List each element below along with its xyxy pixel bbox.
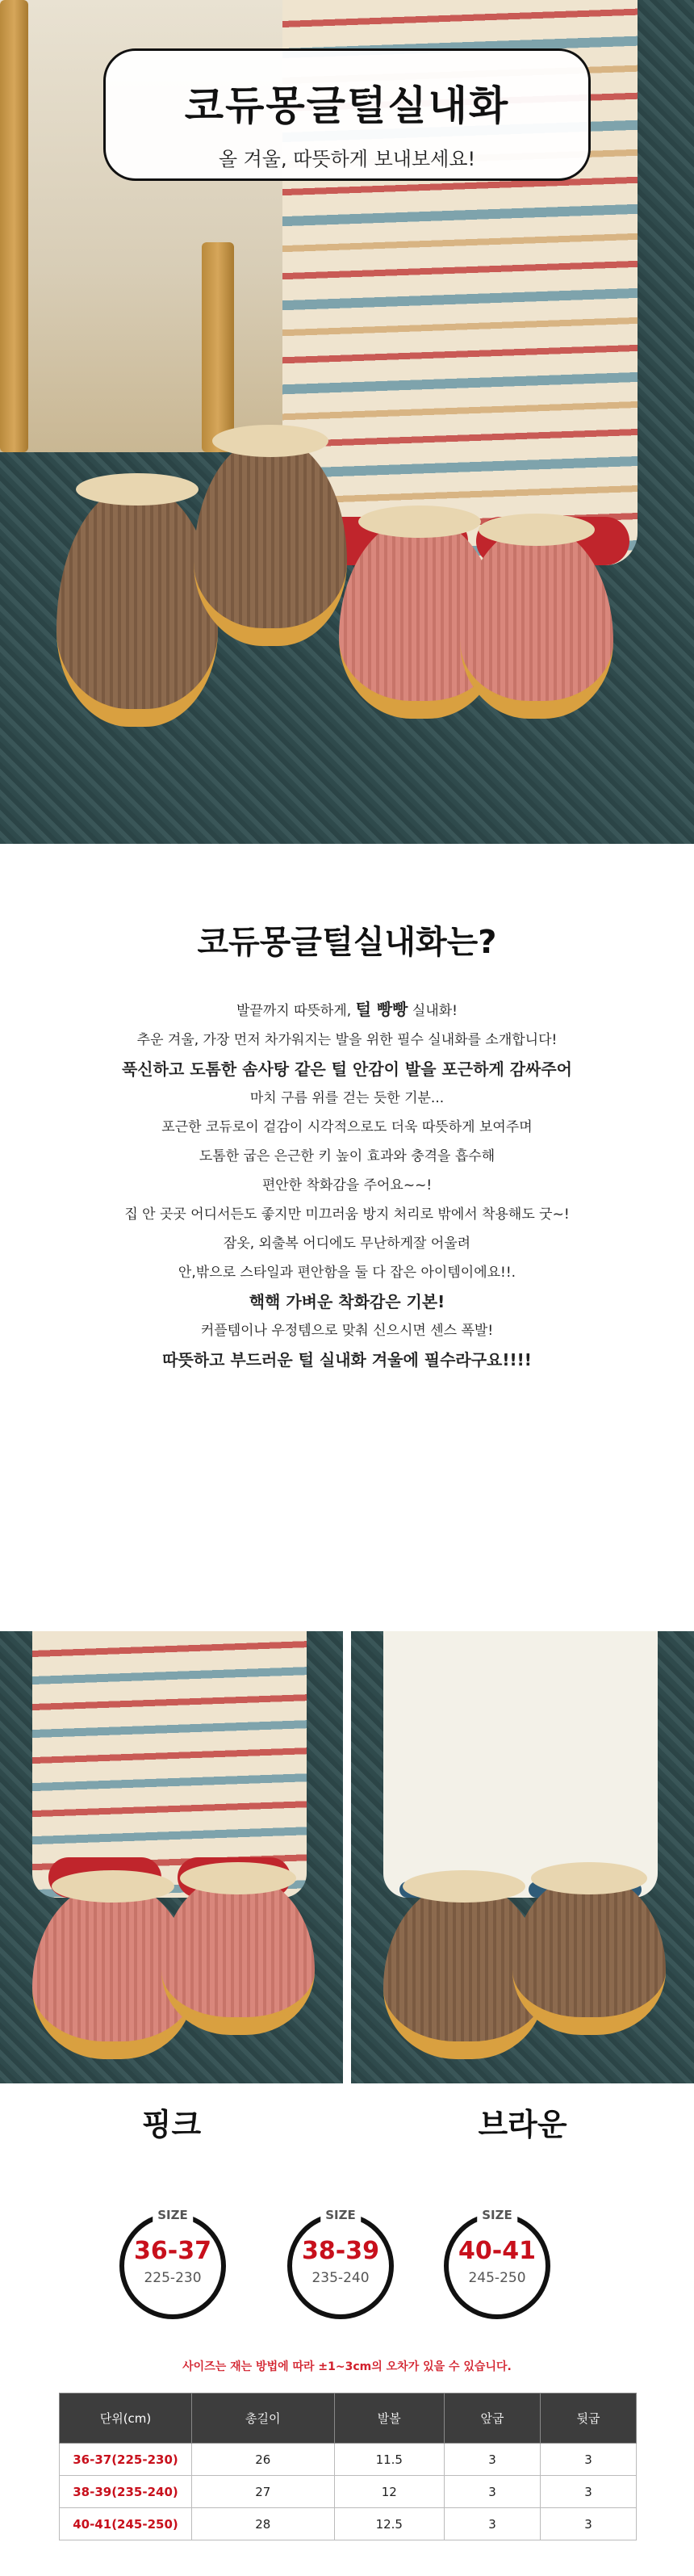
intro-text: 발끝까지 따뜻하게, [236, 1003, 356, 1019]
table-cell: 12.5 [334, 2508, 445, 2540]
pink-slipper-image [161, 1873, 315, 2035]
table-cell: 3 [541, 2476, 637, 2508]
chair-leg [0, 0, 28, 452]
table-header-cell: 발볼 [334, 2393, 445, 2444]
table-header-cell: 단위(cm) [60, 2393, 192, 2444]
table-header-cell: 앞굽 [445, 2393, 541, 2444]
size-label: SIZE [320, 2208, 361, 2222]
slipper-rim [531, 1862, 647, 1894]
slipper-rim [358, 506, 481, 538]
brown-slipper-image [56, 485, 218, 727]
intro-line: 마치 구름 위를 걷는 듯한 기분... [249, 1090, 445, 1106]
hero-photo [0, 0, 694, 844]
table-row [60, 2476, 637, 2508]
table-cell: 3 [445, 2508, 541, 2540]
table-cell: 27 [192, 2476, 335, 2508]
table-cell: 36-37(225-230) [60, 2444, 192, 2476]
brown-color-photo [351, 1631, 694, 2083]
white-fleece-pants-image [383, 1631, 658, 1898]
chair-leg [202, 242, 234, 452]
size-mm: 245-250 [468, 2270, 526, 2286]
hero-title-card [103, 48, 591, 181]
slipper-rim [479, 514, 595, 546]
slipper-rim [403, 1870, 525, 1903]
table-cell: 3 [541, 2444, 637, 2476]
table-cell: 38-39(235-240) [60, 2476, 192, 2508]
intro-line: 추운 겨울, 가장 먼저 차가워지는 발을 위한 필수 실내화를 소개합니다! [136, 1032, 558, 1048]
intro-line: 따뜻하고 부드러운 털 실내화 겨울에 필수라구요!!!! [162, 1350, 532, 1370]
table-cell: 26 [192, 2444, 335, 2476]
hero-subtitle: 올 겨울, 따뜻하게 보내보세요! [218, 148, 476, 170]
color-name-brown: 브라운 [478, 2107, 567, 2142]
intro-line: 편안한 착화감을 주어요~~! [261, 1177, 433, 1194]
brown-slipper-image [512, 1873, 666, 2035]
table-row [60, 2508, 637, 2540]
intro-line: 핵핵 가벼운 착화감은 기본! [249, 1292, 445, 1311]
size-mm: 225-230 [144, 2270, 202, 2286]
table-row [60, 2444, 637, 2476]
size-badge [119, 2208, 226, 2319]
size-table [59, 2393, 637, 2540]
intro-line: 커플템이나 우정템으로 맞춰 신으시면 센스 폭발! [200, 1323, 494, 1339]
size-value: 38-39 [302, 2237, 379, 2265]
table-header-row [60, 2393, 637, 2444]
intro-line [0, 995, 694, 1026]
intro-emphasis: 털 빵빵 [355, 1000, 408, 1019]
size-note: 사이즈는 재는 방법에 따라 ±1~3cm의 오차가 있을 수 있습니다. [182, 2360, 512, 2373]
size-mm: 235-240 [311, 2270, 370, 2286]
slipper-rim [180, 1862, 296, 1894]
intro-line: 푹신하고 도톰한 솜사탕 같은 털 안감이 발을 포근하게 감싸주어 [121, 1059, 573, 1079]
intro-line: 집 안 곳곳 어디서든도 좋지만 미끄러움 방지 처리로 밖에서 착용해도 굿~! [124, 1206, 570, 1223]
table-header-cell: 총길이 [192, 2393, 335, 2444]
slipper-rim [52, 1870, 174, 1903]
table-header-cell: 뒷굽 [541, 2393, 637, 2444]
table-cell: 12 [334, 2476, 445, 2508]
color-name-pink: 핑크 [141, 2107, 202, 2142]
size-value: 40-41 [458, 2237, 536, 2265]
intro-line: 포근한 코듀로이 겉감이 시각적으로도 더욱 따뜻하게 보여주며 [161, 1119, 533, 1135]
table-cell: 40-41(245-250) [60, 2508, 192, 2540]
intro-text: 실내화! [408, 1003, 458, 1019]
size-badge [444, 2208, 550, 2319]
striped-pants-image [32, 1631, 307, 1898]
intro-heading: 코듀몽글털실내화는? [197, 924, 497, 961]
slipper-rim [212, 425, 328, 457]
table-cell: 3 [445, 2476, 541, 2508]
intro-line: 잠옷, 외출복 어디에도 무난하게잘 어울려 [223, 1236, 471, 1252]
table-cell: 28 [192, 2508, 335, 2540]
size-value: 36-37 [134, 2237, 211, 2265]
intro-line: 안,밖으로 스타일과 편안함을 둘 다 잡은 아이템이에요!!. [178, 1265, 516, 1281]
hero-title: 코듀몽글털실내화 [184, 82, 510, 129]
size-label: SIZE [153, 2208, 193, 2222]
pink-color-photo [0, 1631, 343, 2083]
product-intro [0, 917, 694, 1374]
table-cell: 11.5 [334, 2444, 445, 2476]
intro-line: 도톰한 굽은 은근한 키 높이 효과와 충격을 흡수해 [199, 1148, 495, 1164]
size-badge [287, 2208, 394, 2319]
size-label: SIZE [477, 2208, 517, 2222]
table-cell: 3 [541, 2508, 637, 2540]
table-cell: 3 [445, 2444, 541, 2476]
slipper-rim [76, 473, 199, 506]
